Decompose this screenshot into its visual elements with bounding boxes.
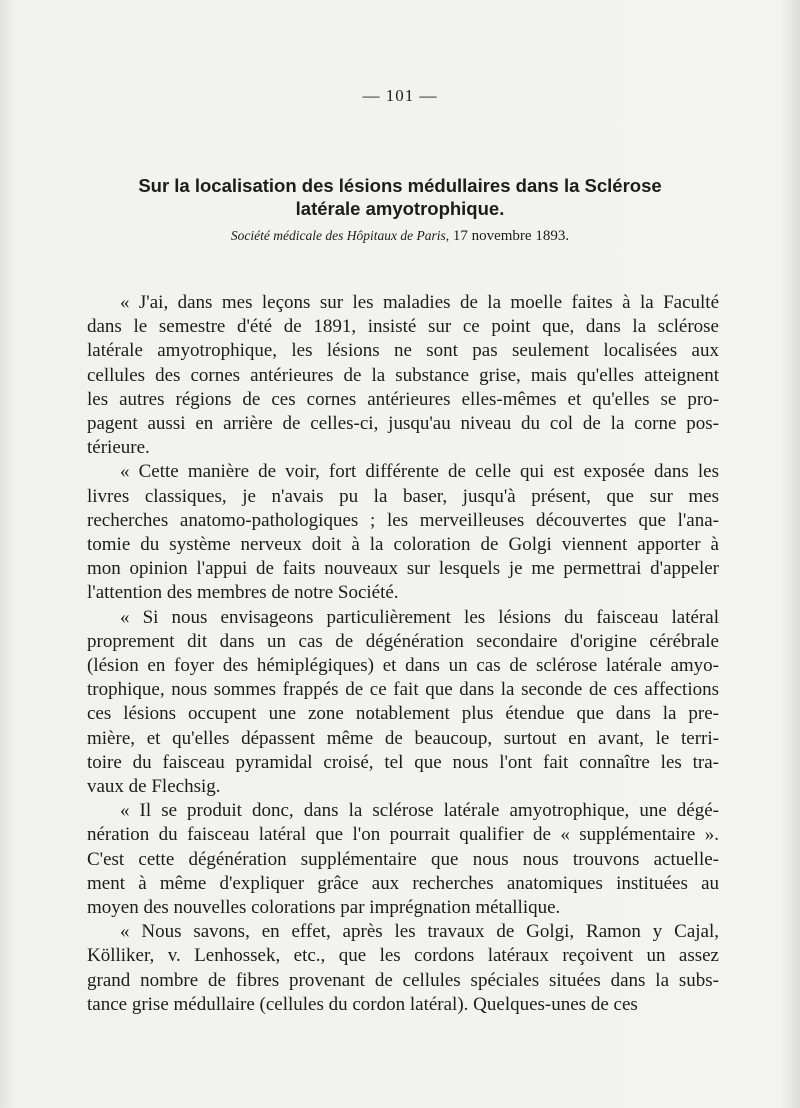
text-line: C'est cette dégénération supplémentaire que nous nous trouvons actuelle- bbox=[87, 848, 719, 870]
text-line: moyen des nouvelles colorations par imprégnation métallique. bbox=[87, 897, 561, 919]
text-line: térieure. bbox=[87, 437, 150, 459]
text-line: mon opinion l'appui de faits nouveaux sur lesquels je me permettrai d'appeler bbox=[87, 558, 719, 580]
text-line: nération du faisceau latéral que l'on pourrait qualifier de « supplémentaire ». bbox=[87, 824, 719, 846]
text-line: mière, et qu'elles dépassent même de beaucoup, surtout en avant, le terri- bbox=[87, 727, 719, 749]
text-line: vaux de Flechsig. bbox=[87, 776, 221, 798]
text-line: grand nombre de fibres provenant de cellules spéciales situées dans la subs- bbox=[87, 969, 719, 991]
source-line bbox=[100, 228, 700, 245]
text-line: l'attention des membres de notre Société. bbox=[87, 582, 399, 604]
text-line: « J'ai, dans mes leçons sur les maladies de la moelle faites à la Faculté bbox=[120, 292, 719, 313]
text-line: latérale amyotrophique, les lésions ne sont pas seulement localisées aux bbox=[87, 340, 719, 362]
text-line: « Il se produit donc, dans la sclérose latérale amyotrophique, une dégé- bbox=[120, 800, 719, 822]
text-line: « Si nous envisageons particulièrement les lésions du faisceau latéral bbox=[120, 606, 719, 628]
text-line: tance grise médullaire (cellules du cordon latéral). Quelques-unes de ces bbox=[87, 993, 638, 1015]
text-line: (lésion en foyer des hémiplégiques) et dans un cas de sclérose latérale amyo- bbox=[87, 655, 719, 677]
text-line: « Cette manière de voir, fort différente de celle qui est exposée dans les bbox=[120, 461, 719, 483]
text-line: ment à même d'expliquer grâce aux recherches anatomiques instituées au bbox=[87, 872, 719, 894]
title-line: latérale amyotrophique. bbox=[295, 198, 505, 219]
text-line: dans le semestre d'été de 1891, insisté sur ce point que, dans la sclérose bbox=[87, 316, 719, 338]
text-line: Kölliker, v. Lenhossek, etc., que les cordons latéraux reçoivent un assez bbox=[87, 945, 719, 967]
text-line: proprement dit dans un cas de dégénération secondaire d'origine cérébrale bbox=[87, 630, 719, 652]
source-date: 17 novembre 1893. bbox=[452, 228, 570, 244]
text-line: toire du faisceau pyramidal croisé, tel que nous l'ont fait connaître les tra- bbox=[87, 751, 719, 773]
text-line: trophique, nous sommes frappés de ce fait que dans la seconde de ces affections bbox=[87, 679, 719, 701]
text-line: « Nous savons, en effet, après les travaux de Golgi, Ramon y Cajal, bbox=[120, 921, 719, 943]
text-line: recherches anatomo-pathologiques ; les merveilleuses découvertes que l'ana- bbox=[87, 509, 719, 531]
society-name: Société médicale des Hôpitaux de Paris, bbox=[230, 228, 450, 243]
page-number: — 101 — bbox=[362, 86, 438, 105]
title-line: Sur la localisation des lésions médullaires dans la Sclérose bbox=[138, 175, 662, 196]
text-line: tomie du système nerveux doit à la coloration de Golgi viennent apporter à bbox=[87, 534, 719, 556]
text-line: pagent aussi en arrière de celles-ci, jusqu'au niveau du col de la corne pos- bbox=[87, 413, 719, 435]
text-line: cellules des cornes antérieures de la substance grise, mais qu'elles atteignent bbox=[87, 364, 719, 386]
text-line: les autres régions de ces cornes antérieures elles-mêmes et qu'elles se pro- bbox=[87, 388, 719, 410]
text-line: livres classiques, je n'avais pu la baser, jusqu'à présent, que sur mes bbox=[87, 485, 719, 507]
text-line: ces lésions occupent une zone notablement plus étendue que dans la pre- bbox=[87, 703, 719, 725]
body-text bbox=[87, 291, 719, 1017]
article-title bbox=[80, 174, 720, 220]
